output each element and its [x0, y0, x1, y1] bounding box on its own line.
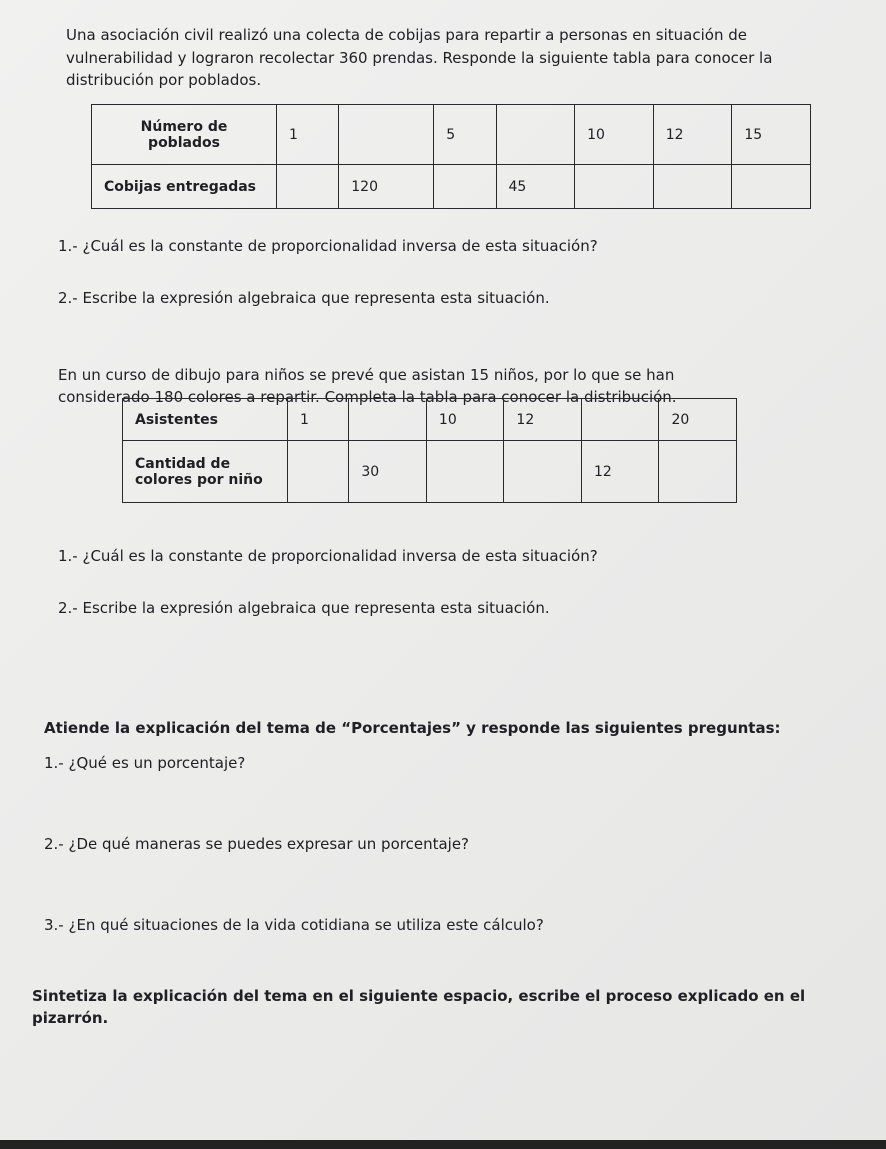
section3-heading: Atiende la explicación del tema de “Porcentajes” y responde las siguientes preguntas:: [44, 719, 781, 737]
table-cell: 1: [277, 105, 339, 165]
table-cell: 1: [288, 399, 349, 441]
table-row: [123, 441, 737, 503]
table-cell: [653, 165, 732, 209]
row-header-colores: Cantidad de colores por niño: [123, 441, 288, 503]
section2-intro: En un curso de dibujo para niños se prevé que asistan 15 niños, por lo que se han considerado 180 colores a repartir. Completa la tabla para conocer la distribución.: [58, 366, 677, 406]
table-cell: 15: [732, 105, 811, 165]
table-cell: 12: [504, 399, 582, 441]
section1-question-2: 2.- Escribe la expresión algebraica que representa esta situación.: [58, 289, 550, 307]
table-cell: 12: [653, 105, 732, 165]
section1-intro: Una asociación civil realizó una colecta de cobijas para repartir a personas en situación de vulnerabilidad y lograron recolectar 360 prendas. Responde la siguiente tabla para conocer la distribución por poblados.: [66, 26, 773, 89]
table-cell: [732, 165, 811, 209]
section3-question-1: 1.- ¿Qué es un porcentaje?: [44, 754, 246, 772]
table-cell: [434, 165, 496, 209]
section4-instruction: Sintetiza la explicación del tema en el siguiente espacio, escribe el proceso explicado en el pizarrón.: [32, 987, 806, 1027]
table-cell: 120: [339, 165, 434, 209]
row-header-cobijas: Cobijas entregadas: [92, 165, 277, 209]
table-cell: [659, 441, 737, 503]
blankets-table: [91, 104, 811, 209]
table-row: [92, 105, 811, 165]
section1-question-1: 1.- ¿Cuál es la constante de proporcionalidad inversa de esta situación?: [58, 237, 598, 255]
table-cell: [288, 441, 349, 503]
table-cell: [496, 105, 575, 165]
table-cell: 12: [581, 441, 659, 503]
table-cell: 10: [575, 105, 654, 165]
row-header-asistentes: Asistentes: [123, 399, 288, 441]
table-cell: 20: [659, 399, 737, 441]
table-cell: [349, 399, 427, 441]
table-cell: [426, 441, 504, 503]
colors-table: [122, 398, 737, 503]
table-cell: [575, 165, 654, 209]
section2-question-2: 2.- Escribe la expresión algebraica que representa esta situación.: [58, 599, 550, 617]
table-cell: [277, 165, 339, 209]
section3-question-3: 3.- ¿En qué situaciones de la vida cotidiana se utiliza este cálculo?: [44, 916, 544, 934]
table-cell: 30: [349, 441, 427, 503]
table-cell: [504, 441, 582, 503]
table-cell: 45: [496, 165, 575, 209]
table-row: [92, 165, 811, 209]
row-header-poblados: Número de poblados: [92, 105, 277, 165]
table-cell: 5: [434, 105, 496, 165]
page-bottom-edge: [0, 1140, 886, 1149]
table-cell: 10: [426, 399, 504, 441]
section3-question-2: 2.- ¿De qué maneras se puedes expresar un porcentaje?: [44, 835, 470, 853]
section2-question-1: 1.- ¿Cuál es la constante de proporcionalidad inversa de esta situación?: [58, 547, 598, 565]
table-row: [123, 399, 737, 441]
table-cell: [339, 105, 434, 165]
table-cell: [581, 399, 659, 441]
